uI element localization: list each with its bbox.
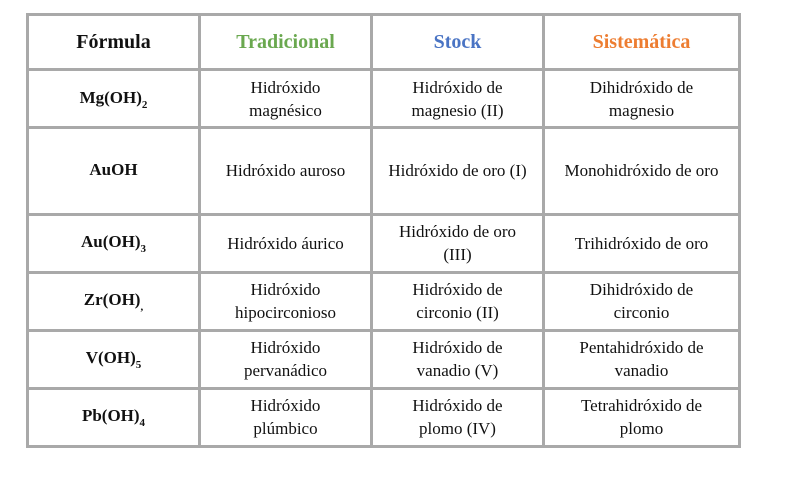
traditional-name: Hidróxido plúmbico bbox=[250, 396, 321, 439]
stock-cell bbox=[372, 330, 544, 388]
traditional-name: Hidróxido pervanádico bbox=[243, 338, 328, 381]
traditional-name: Hidróxido áurico bbox=[227, 233, 344, 253]
table-row bbox=[28, 272, 740, 330]
traditional-cell bbox=[200, 272, 372, 330]
stock-cell bbox=[372, 272, 544, 330]
table-row bbox=[28, 214, 740, 272]
traditional-name: Hidróxido hipocirconioso bbox=[234, 280, 337, 323]
table-row bbox=[28, 388, 740, 446]
stock-cell bbox=[372, 214, 544, 272]
stock-cell bbox=[372, 70, 544, 128]
stock-name: Hidróxido de oro (I) bbox=[388, 161, 527, 181]
stock-name: Hidróxido de circonio (II) bbox=[412, 280, 503, 323]
systematic-cell bbox=[544, 214, 740, 272]
stock-name: Hidróxido de vanadio (V) bbox=[412, 338, 503, 381]
systematic-cell bbox=[544, 128, 740, 215]
formula-subscript: 2 bbox=[141, 98, 148, 111]
traditional-cell bbox=[200, 330, 372, 388]
stock-cell bbox=[372, 128, 544, 215]
formula-base: V(OH) bbox=[85, 348, 136, 368]
formula-base: Zr(OH) bbox=[83, 290, 141, 310]
formula-subscript: 5 bbox=[135, 359, 142, 372]
formula-base: Pb(OH) bbox=[81, 406, 140, 426]
traditional-name: Hidróxido magnésico bbox=[249, 77, 322, 120]
systematic-name: Monohidróxido de oro bbox=[564, 161, 719, 181]
formula-cell bbox=[28, 330, 200, 388]
systematic-name: Dihidróxido de circonio bbox=[589, 280, 694, 323]
traditional-cell bbox=[200, 214, 372, 272]
traditional-cell bbox=[200, 388, 372, 446]
formula-cell bbox=[28, 272, 200, 330]
stock-cell bbox=[372, 388, 544, 446]
stock-name: Hidróxido de oro (III) bbox=[398, 222, 517, 265]
systematic-name: Dihidróxido de magnesio bbox=[589, 77, 694, 120]
systematic-cell bbox=[544, 330, 740, 388]
formula-cell bbox=[28, 388, 200, 446]
formula-base: Mg(OH) bbox=[79, 87, 142, 107]
header-formula: Fórmula bbox=[28, 15, 200, 70]
stock-name: Hidróxido de magnesio (II) bbox=[411, 77, 504, 120]
formula-subscript: 3 bbox=[140, 243, 146, 256]
table-row bbox=[28, 330, 740, 388]
traditional-name: Hidróxido auroso bbox=[225, 161, 346, 181]
systematic-name: Pentahidróxido de vanadio bbox=[579, 338, 704, 381]
formula-subscript: 4 bbox=[139, 417, 146, 430]
formula-cell bbox=[28, 128, 200, 215]
systematic-name: Trihidróxido de oro bbox=[574, 233, 709, 253]
formula-base: Au(OH) bbox=[81, 232, 141, 252]
header-row bbox=[28, 15, 740, 70]
formula-base: AuOH bbox=[89, 159, 138, 179]
systematic-cell bbox=[544, 272, 740, 330]
formula-subscript: , bbox=[140, 301, 144, 314]
formula-cell bbox=[28, 70, 200, 128]
header-traditional: Tradicional bbox=[200, 15, 372, 70]
systematic-cell bbox=[544, 70, 740, 128]
traditional-cell bbox=[200, 128, 372, 215]
systematic-cell bbox=[544, 388, 740, 446]
header-systematic: Sistemática bbox=[544, 15, 740, 70]
header-stock: Stock bbox=[372, 15, 544, 70]
formula-cell bbox=[28, 214, 200, 272]
systematic-name: Tetrahidróxido de plomo bbox=[580, 396, 703, 439]
nomenclature-table bbox=[26, 13, 741, 448]
table-row bbox=[28, 70, 740, 128]
stock-name: Hidróxido de plomo (IV) bbox=[412, 396, 503, 439]
traditional-cell bbox=[200, 70, 372, 128]
table-row bbox=[28, 128, 740, 215]
